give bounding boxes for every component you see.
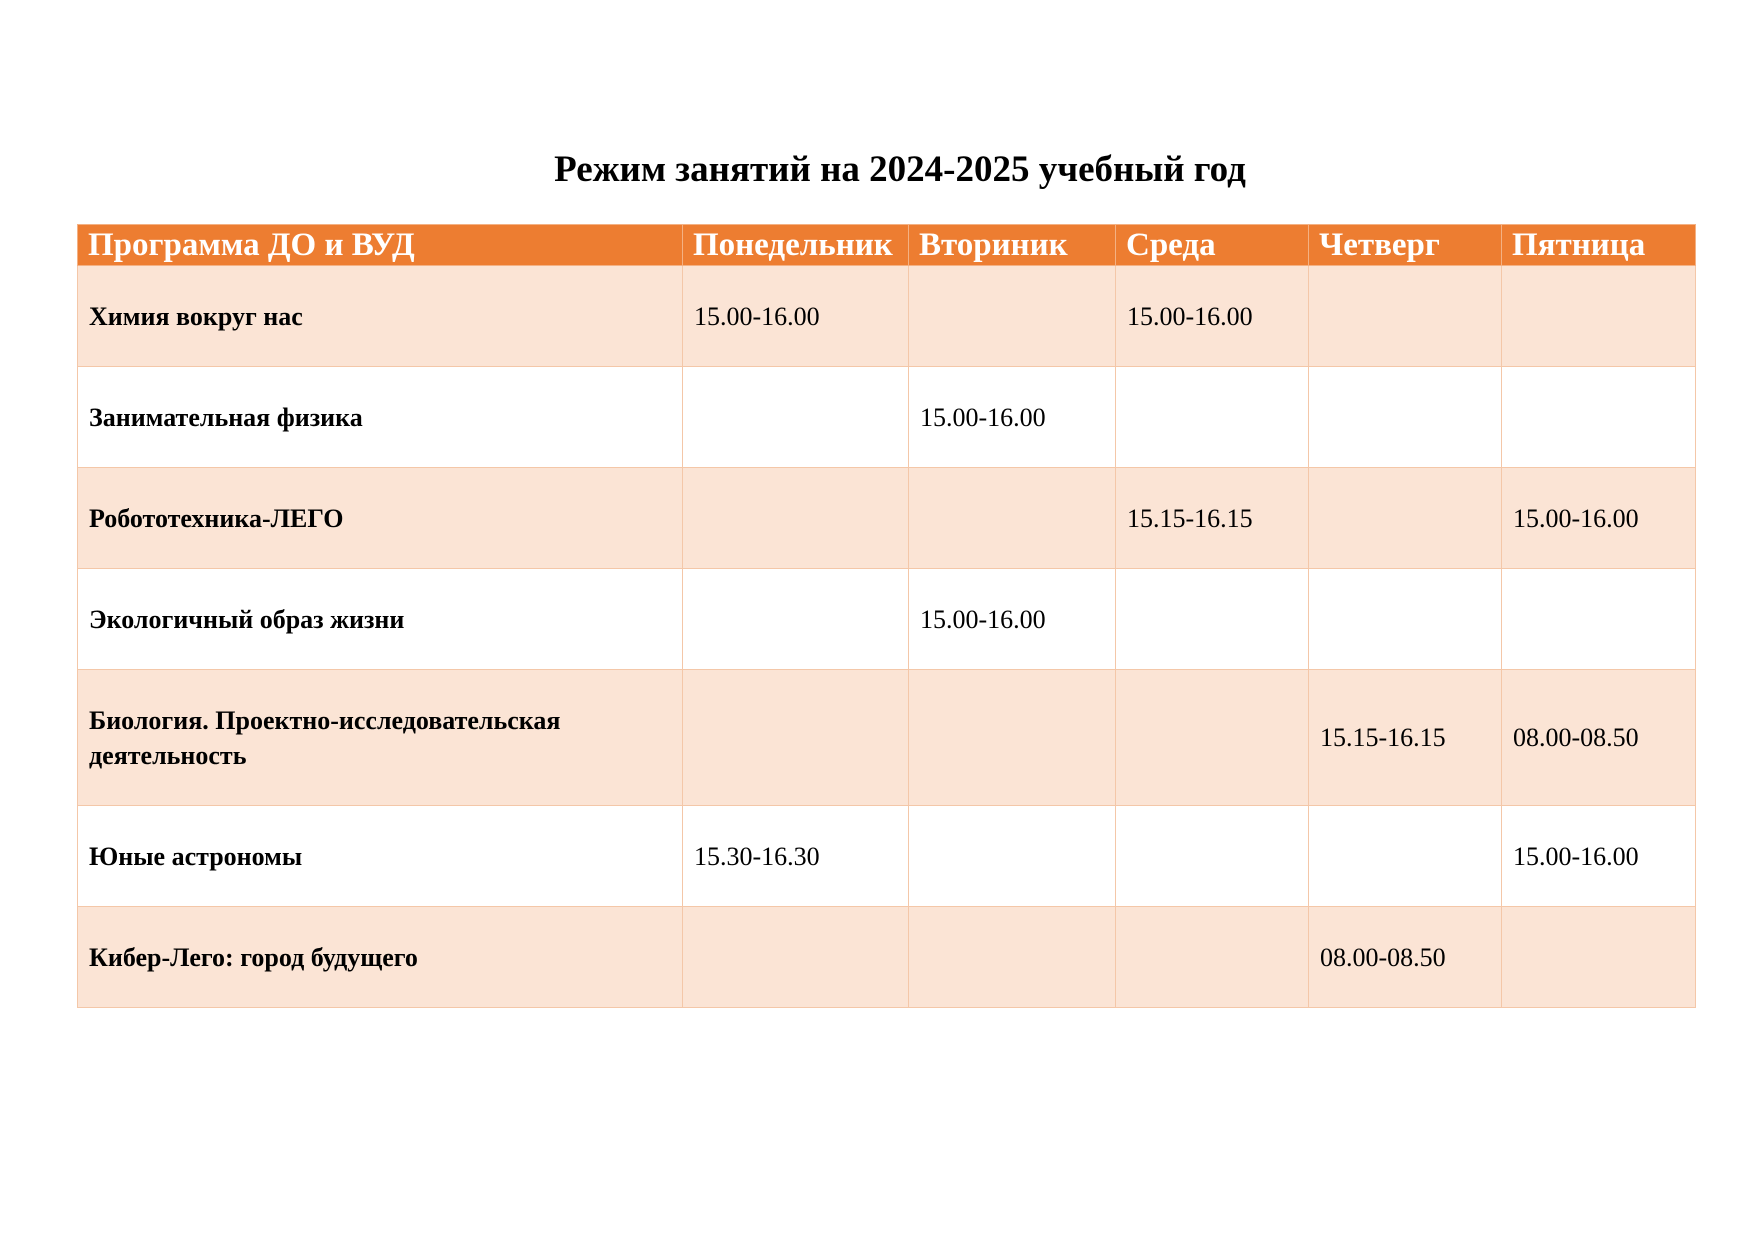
time-cell-wednesday: 15.00-16.00 (1116, 266, 1309, 367)
time-cell-monday (683, 367, 909, 468)
table-row (78, 806, 1696, 907)
time-cell-tuesday (909, 670, 1116, 806)
time-cell-wednesday (1116, 806, 1309, 907)
time-cell-tuesday (909, 806, 1116, 907)
time-cell-tuesday (909, 266, 1116, 367)
table-row (78, 468, 1696, 569)
page-title: Режим занятий на 2024-2025 учебный год (554, 149, 1246, 190)
time-cell-wednesday: 15.15-16.15 (1116, 468, 1309, 569)
column-header-thursday: Четверг (1309, 225, 1502, 266)
table-row (78, 266, 1696, 367)
table-header-row (78, 225, 1696, 266)
table-row (78, 569, 1696, 670)
time-cell-thursday (1309, 367, 1502, 468)
program-name-cell: Кибер-Лего: город будущего (78, 907, 683, 1008)
time-cell-thursday (1309, 806, 1502, 907)
time-cell-wednesday (1116, 367, 1309, 468)
time-cell-friday (1502, 367, 1696, 468)
column-header-monday: Понедельник (683, 225, 909, 266)
program-name-cell: Юные астрономы (78, 806, 683, 907)
time-cell-friday (1502, 907, 1696, 1008)
time-cell-tuesday: 15.00-16.00 (909, 367, 1116, 468)
time-cell-friday (1502, 266, 1696, 367)
time-cell-thursday (1309, 569, 1502, 670)
time-cell-friday: 08.00-08.50 (1502, 670, 1696, 806)
program-name-cell: Химия вокруг нас (78, 266, 683, 367)
time-cell-thursday: 08.00-08.50 (1309, 907, 1502, 1008)
program-name-cell: Биология. Проектно-исследовательская деятельность (78, 670, 683, 806)
time-cell-tuesday: 15.00-16.00 (909, 569, 1116, 670)
time-cell-thursday (1309, 468, 1502, 569)
time-cell-monday (683, 569, 909, 670)
time-cell-friday: 15.00-16.00 (1502, 806, 1696, 907)
program-name-cell: Робототехника-ЛЕГО (78, 468, 683, 569)
program-name-cell: Занимательная физика (78, 367, 683, 468)
column-header-friday: Пятница (1502, 225, 1696, 266)
time-cell-thursday: 15.15-16.15 (1309, 670, 1502, 806)
table-row (78, 907, 1696, 1008)
time-cell-wednesday (1116, 907, 1309, 1008)
column-header-tuesday: Вториник (909, 225, 1116, 266)
time-cell-wednesday (1116, 569, 1309, 670)
time-cell-monday (683, 907, 909, 1008)
column-header-wednesday: Среда (1116, 225, 1309, 266)
schedule-table (77, 224, 1696, 1008)
time-cell-friday (1502, 569, 1696, 670)
column-header-program: Программа ДО и ВУД (78, 225, 683, 266)
time-cell-monday: 15.30-16.30 (683, 806, 909, 907)
time-cell-monday (683, 670, 909, 806)
table-row (78, 367, 1696, 468)
time-cell-monday (683, 468, 909, 569)
time-cell-tuesday (909, 468, 1116, 569)
time-cell-tuesday (909, 907, 1116, 1008)
time-cell-wednesday (1116, 670, 1309, 806)
time-cell-thursday (1309, 266, 1502, 367)
time-cell-friday: 15.00-16.00 (1502, 468, 1696, 569)
table-row (78, 670, 1696, 806)
time-cell-monday: 15.00-16.00 (683, 266, 909, 367)
program-name-cell: Экологичный образ жизни (78, 569, 683, 670)
